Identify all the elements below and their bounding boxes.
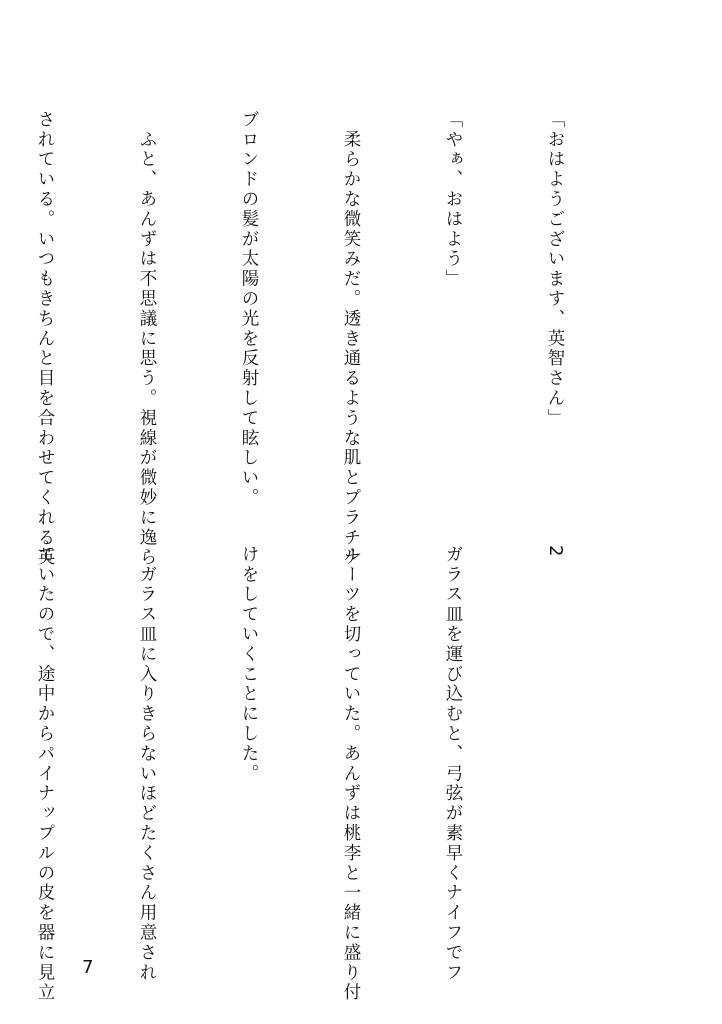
text-line: ガラス皿に入りきらないほどたくさん用意され: [137, 545, 157, 983]
upper-text-column: [0, 110, 640, 568]
text-line: 柔らかな微笑みだ。透き通るような肌とプラチナ: [341, 110, 361, 568]
text-line: ていたので、途中からパイナップルの皮を器に見立: [35, 545, 55, 1003]
text-line: けをしていくことにした。: [239, 545, 259, 784]
text-line: ガラス皿を運び込むと、弓弦が素早くナイフでフ: [443, 545, 463, 983]
text-line: 「おはようございます、英智さん」: [545, 110, 565, 429]
text-line: 「やぁ、おはよう」: [443, 110, 463, 290]
text-line: されている。いつもきちんと目を合わせてくれる英: [35, 110, 55, 568]
text-line: ブロンドの髪が太陽の光を反射して眩しい。: [239, 110, 259, 508]
page-number: 7: [82, 957, 94, 978]
text-line: ふと、あんずは不思議に思う。視線が微妙に逸ら: [137, 110, 157, 568]
text-line: ルーツを切っていた。あんずは桃李と一緒に盛り付: [341, 545, 361, 1003]
lower-text-column: [0, 545, 640, 1003]
section-number: 2: [545, 545, 566, 559]
